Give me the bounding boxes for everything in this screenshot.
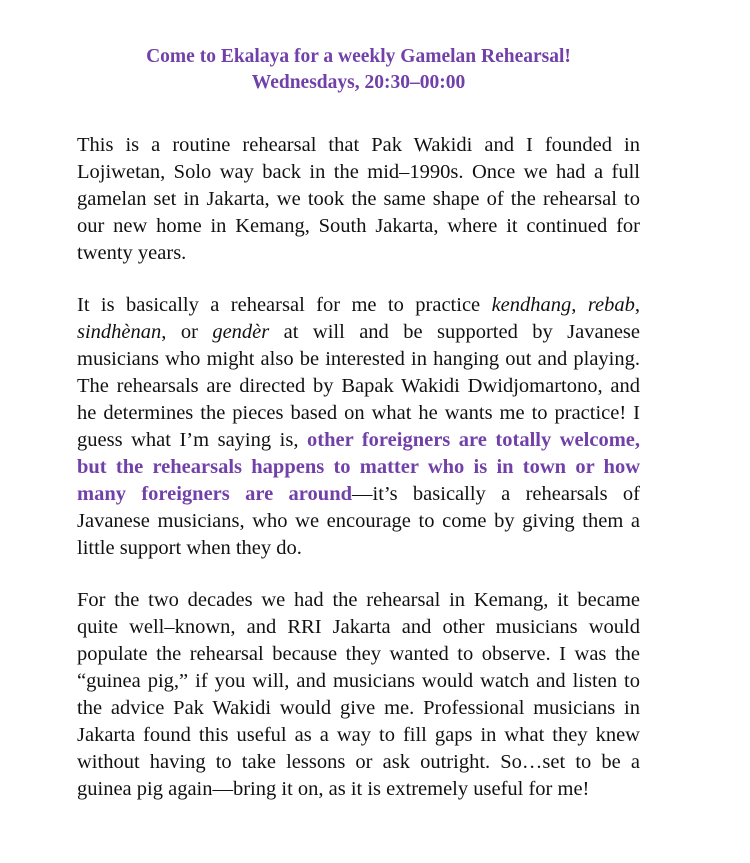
title-line-2: Wednesdays, 20:30–00:00: [251, 72, 466, 93]
term-gender: gendèr: [212, 321, 270, 343]
highlighted-statement: other foreigners are totally welcome, but the rehearsals happens to matter who is in town or how many foreigners are around: [77, 429, 640, 505]
paragraph-3: For the two decades we had the rehearsal in Kemang, it became quite well–known, and RRI Jakarta and other musicians would populate the rehearsal because they wanted to observe. I was the “guinea pig,” if you will, and musicians would watch and listen to the advice Pak Wakidi would give me. Professional musicians in Jakarta found this useful as a way to fill gaps in what they knew without having to take lessons or ask outright. So…set to be a guinea pig again—bring it on, as it is extremely useful for me!: [77, 589, 640, 800]
paragraph-2-text: , or: [161, 321, 213, 343]
paragraph-1: This is a routine rehearsal that Pak Wakidi and I founded in Lojiwetan, Solo way back in the mid–1990s. Once we had a full gamelan set in Jakarta, we took the same shape of the rehearsal to our new home in Kemang, South Jakarta, where it continued for twenty years.: [77, 134, 640, 264]
paragraph-2-text: at will and be supported by Javanese musicians who might also be interested in hanging out and playing. The rehearsals are directed by Bapak Wakidi Dwidjomartono, and he determines the pieces based on what he wants me to practice! I guess what I’m saying is,: [77, 321, 641, 451]
term-kendhang: kendhang: [491, 294, 572, 316]
paragraph-2-text: —it’s basically a rehearsals of Javanese musicians, who we encourage to come by giving them a little support when they do.: [77, 483, 640, 559]
title-line-1: Come to Ekalaya for a weekly Gamelan Rehearsal!: [146, 46, 571, 67]
term-rebab: rebab: [587, 294, 635, 316]
announcement-title: [77, 44, 640, 96]
paragraph-2-text: ,: [571, 294, 588, 316]
paragraph-2: [77, 292, 640, 562]
paragraph-2-text: It is basically a rehearsal for me to practice: [77, 294, 492, 316]
term-sindhenan: sindhènan: [77, 321, 162, 343]
paragraph-2-text: ,: [634, 294, 641, 316]
